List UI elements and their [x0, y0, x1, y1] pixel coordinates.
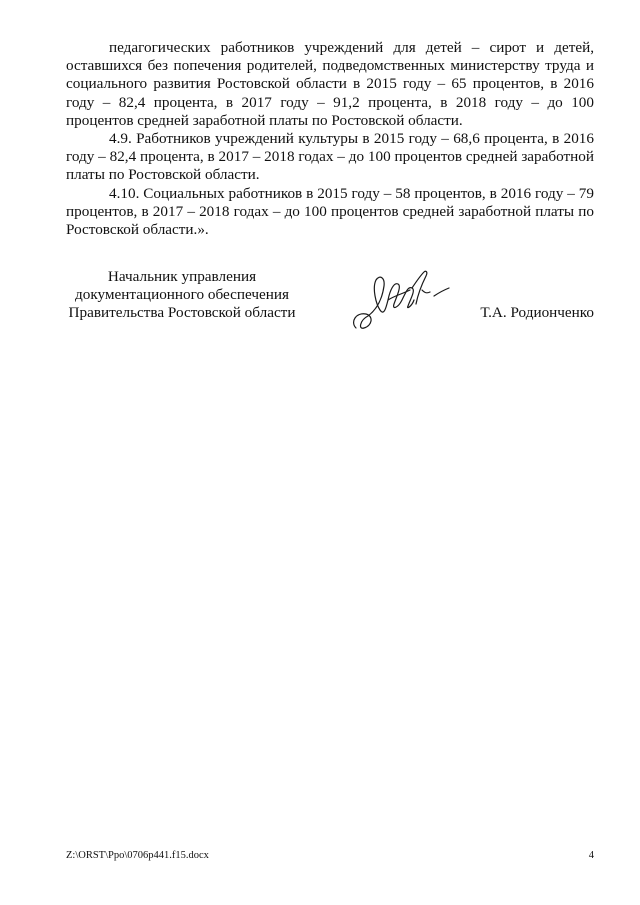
handwritten-signature-icon [346, 260, 452, 340]
paragraph-continuation: педагогических работников учреждений для детей – сирот и детей, оставшихся без попечения родителей, подведомственных министерству труда и социального развития Ростовской области в 2015 году – 65 процентов, в 2016 году – 82,4 процента, в 2017 году – 91,2 процента, в 2018 году – до 100 процентов средней заработной платы по Ростовской области. [66, 39, 594, 129]
page-number: 4 [588, 850, 594, 861]
signer-position-line: Правительства Ростовской области [68, 304, 296, 322]
signer-position-line: Начальник управления [107, 268, 257, 285]
signer-position [66, 268, 298, 323]
paragraph-4-10: 4.10. Социальных работников в 2015 году – 58 процентов, в 2016 году – 79 процентов, в 2017 – 2018 годах – до 100 процентов средней заработной платы по Ростовской области.». [66, 184, 594, 239]
signer-name: Т.А. Родионченко [480, 304, 594, 321]
body-text [66, 39, 594, 239]
paragraph-4-9: 4.9. Работников учреждений культуры в 2015 году – 68,6 процента, в 2016 году – 82,4 процента, в 2017 – 2018 годах – до 100 процентов средней заработной платы по Ростовской области. [66, 130, 594, 184]
footer-file-path: Z:\ORST\Ppo\0706p441.f15.docx [66, 850, 209, 861]
signature-block [66, 268, 594, 348]
signer-position-line: документационного обеспечения [75, 286, 289, 304]
